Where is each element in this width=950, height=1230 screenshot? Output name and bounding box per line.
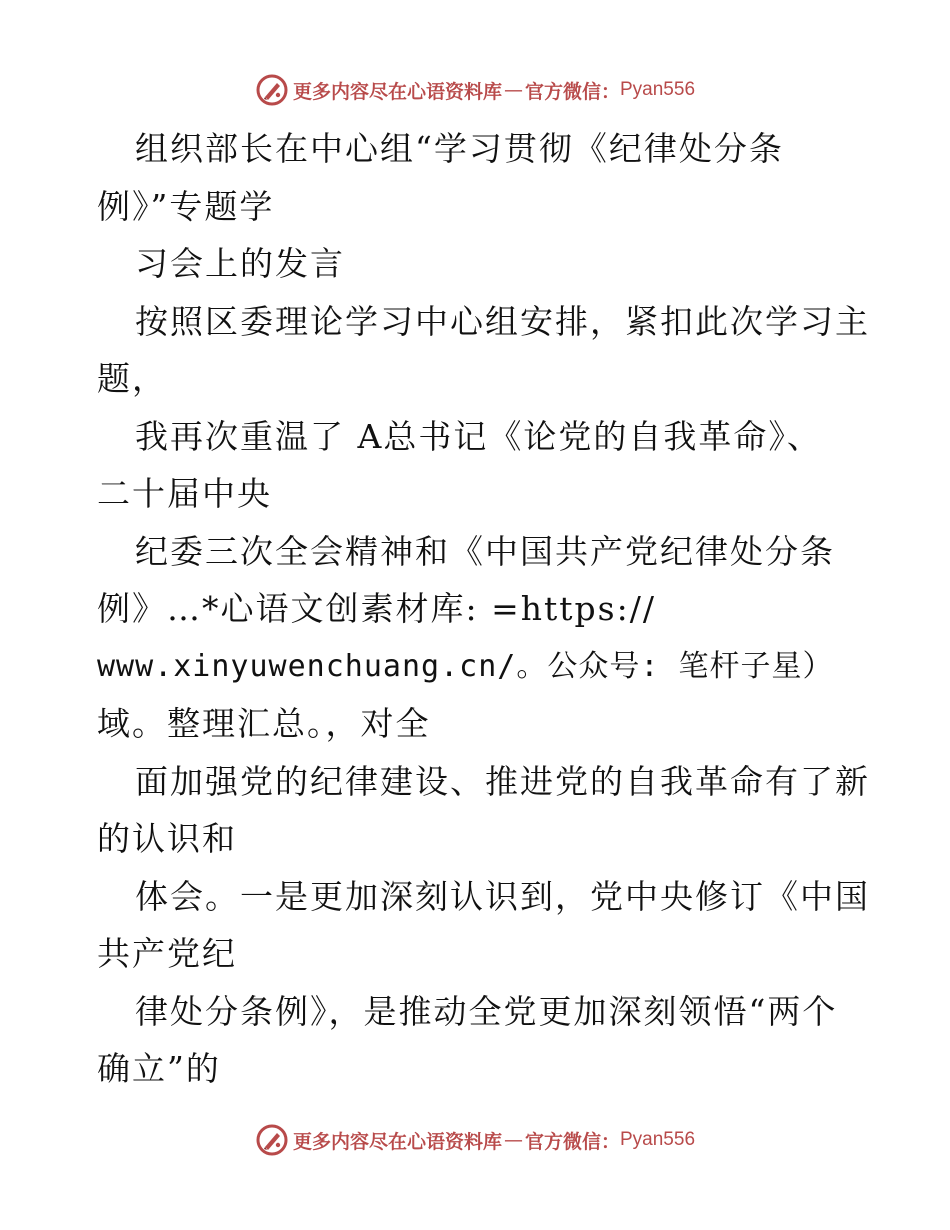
text-line: 确立”的 xyxy=(97,1049,221,1088)
text-line: 二十届中央 xyxy=(97,474,272,513)
banner-wechat-id: Pyan556 xyxy=(620,79,696,100)
text-line: 习会上的发言 xyxy=(135,244,345,283)
header-banner xyxy=(0,70,950,110)
text-line: 域。整理汇总。，对全 xyxy=(97,704,431,743)
banner-wechat-label: 官方微信： xyxy=(524,1130,620,1153)
banner-text: 更多内容尽在心语资料库 xyxy=(292,80,502,103)
pen-logo-icon xyxy=(255,1123,289,1157)
text-line: 我再次重温了 A总书记《论党的自我革命》、 xyxy=(135,416,822,456)
footer-banner xyxy=(0,1120,950,1160)
text-line: 按照区委理论学习中心组安排，紧扣此次学习主 xyxy=(135,301,870,341)
text-line: 律处分条例》，是推动全党更加深刻领悟“两个 xyxy=(135,991,838,1031)
text-line: www.xinyuwenchuang.cn/。公众号: 笔杆子星） xyxy=(97,648,834,684)
text-line: 体会。一是更加深刻认识到，党中央修订《中国 xyxy=(135,876,870,916)
text-line: 例》”专题学 xyxy=(97,186,275,226)
banner-separator: — xyxy=(503,1129,523,1151)
banner-text: 更多内容尽在心语资料库 xyxy=(292,1130,502,1153)
text-line: 例》…*心语文创素材库: =https:// xyxy=(97,589,656,628)
text-line: 共产党纪 xyxy=(97,934,237,973)
text-line: 组织部长在中心组“学习贯彻《纪律处分条 xyxy=(135,129,784,168)
banner-wechat-id: Pyan556 xyxy=(620,1129,696,1150)
banner-separator: — xyxy=(503,79,523,101)
text-line: 纪委三次全会精神和《中国共产党纪律处分条 xyxy=(135,531,835,571)
text-line: 的认识和 xyxy=(97,819,237,858)
pen-logo-icon xyxy=(255,73,289,107)
document-body xyxy=(97,120,870,1098)
text-line: 题， xyxy=(97,359,167,398)
text-line: 面加强党的纪律建设、推进党的自我革命有了新 xyxy=(135,761,870,801)
banner-wechat-label: 官方微信： xyxy=(524,80,620,103)
